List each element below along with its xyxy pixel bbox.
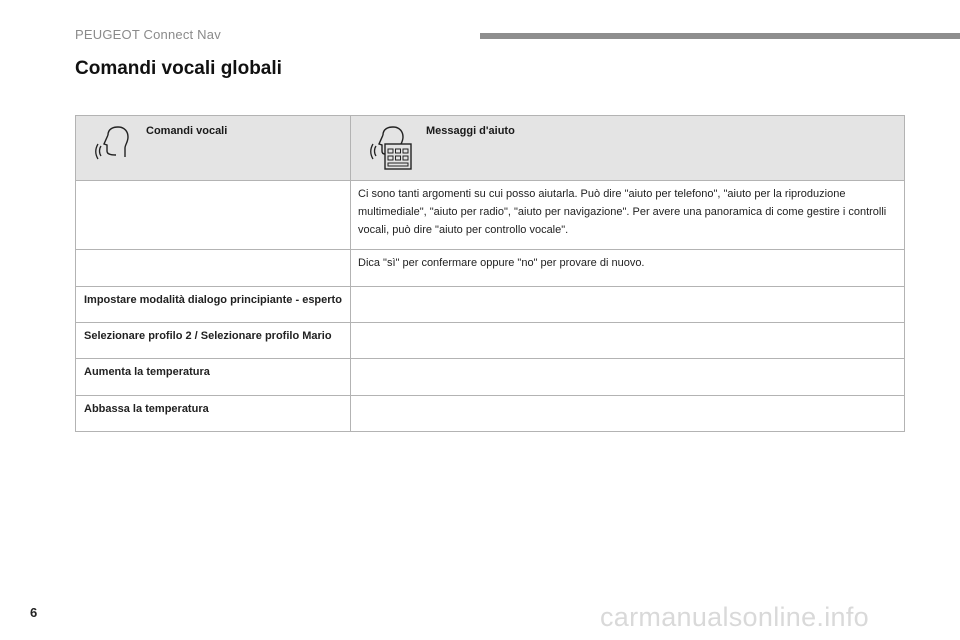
voice-commands-table	[75, 115, 905, 432]
voice-command-icon	[94, 124, 134, 170]
table-row	[76, 323, 905, 359]
table-row	[76, 359, 905, 396]
command-cell	[76, 181, 351, 250]
table-row	[76, 250, 905, 287]
voice-help-screen-icon	[369, 124, 421, 178]
table-row	[76, 396, 905, 432]
watermark: carmanualsonline.info	[600, 602, 869, 632]
header-cell-commands	[76, 116, 351, 181]
header-bar	[480, 33, 960, 39]
command-cell: Selezionare profilo 2 / Selezionare profilo Mario	[76, 323, 351, 359]
help-message-cell: Ci sono tanti argomenti su cui posso aiutarla. Può dire "aiuto per telefono", "aiuto per la riproduzione multimediale", "aiuto per radio", "aiuto per navigazione". Per avere una panoramica di come gestire i controlli vocali, può dire "aiuto per controllo vocale".	[351, 181, 905, 250]
help-message-cell	[351, 323, 905, 359]
help-message-cell	[351, 287, 905, 323]
table-header-row	[76, 116, 905, 181]
help-message-cell	[351, 359, 905, 396]
manual-header-title: PEUGEOT Connect Nav	[75, 27, 221, 42]
command-cell	[76, 250, 351, 287]
table-row	[76, 181, 905, 250]
table-row	[76, 287, 905, 323]
command-cell: Impostare modalità dialogo principiante - esperto	[76, 287, 351, 323]
column-label-help: Messaggi d'aiuto	[426, 125, 515, 137]
command-cell: Aumenta la temperatura	[76, 359, 351, 396]
page-number: 6	[30, 605, 38, 620]
page-title: Comandi vocali globali	[75, 58, 282, 79]
command-cell: Abbassa la temperatura	[76, 396, 351, 432]
help-message-cell	[351, 396, 905, 432]
header-cell-help	[351, 116, 905, 181]
help-message-cell: Dica "sì" per confermare oppure "no" per provare di nuovo.	[351, 250, 905, 287]
column-label-commands: Comandi vocali	[146, 125, 228, 137]
